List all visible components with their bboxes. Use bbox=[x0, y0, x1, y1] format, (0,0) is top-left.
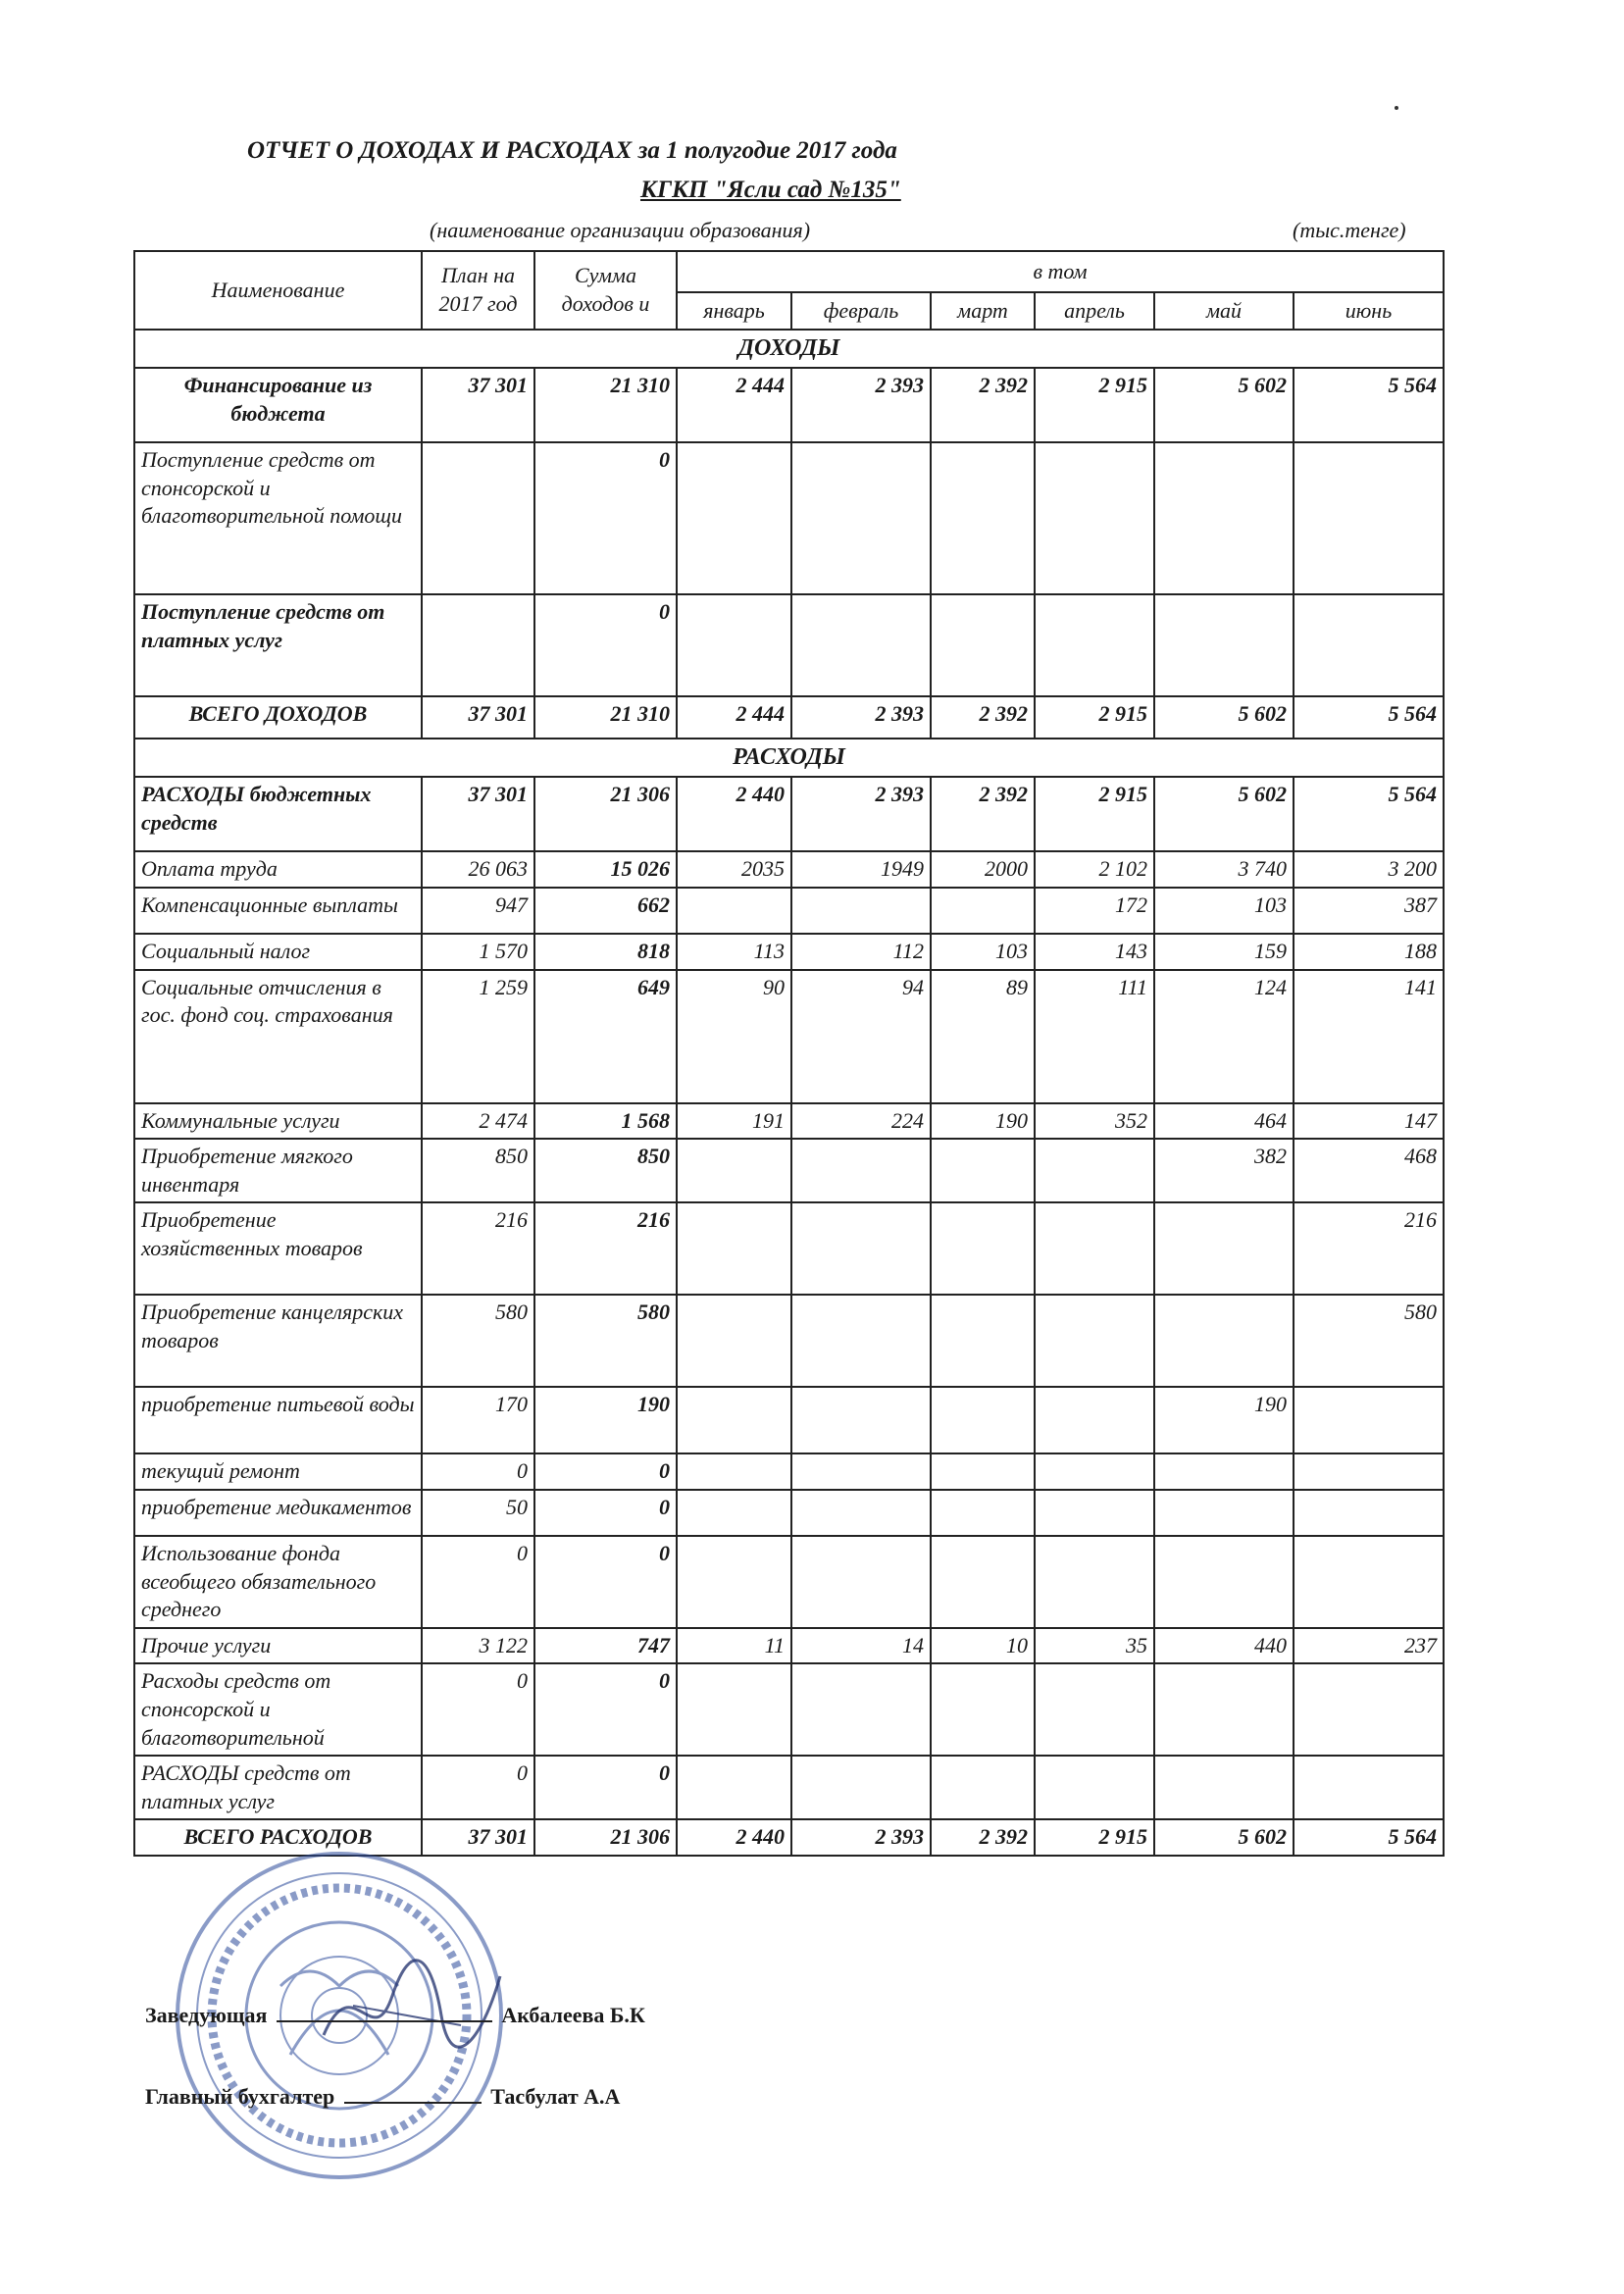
row-sum: 850 bbox=[534, 1139, 677, 1202]
expense-section-header-label: РАСХОДЫ bbox=[134, 739, 1444, 777]
row-sum: 818 bbox=[534, 934, 677, 970]
row-month-value: 2 915 bbox=[1035, 368, 1154, 442]
row-month-value: 111 bbox=[1035, 970, 1154, 1103]
head-signature-line bbox=[145, 2003, 645, 2028]
table-row bbox=[134, 1536, 1444, 1628]
row-month-value: 2035 bbox=[677, 851, 791, 888]
row-sum: 0 bbox=[534, 442, 677, 594]
row-name: Оплата труда bbox=[134, 851, 422, 888]
row-name: РАСХОДЫ средств от платных услуг bbox=[134, 1756, 422, 1819]
table-row bbox=[134, 970, 1444, 1103]
income-section-header bbox=[134, 330, 1444, 368]
row-month-value: 2 444 bbox=[677, 696, 791, 739]
row-plan: 1 259 bbox=[422, 970, 534, 1103]
row-month-value bbox=[677, 1295, 791, 1387]
report-title-period: за 1 полугодие 2017 года bbox=[637, 137, 897, 164]
row-plan: 2 474 bbox=[422, 1103, 534, 1140]
row-month-value bbox=[1154, 1756, 1294, 1819]
row-month-value bbox=[791, 1387, 931, 1453]
row-month-value bbox=[677, 1756, 791, 1819]
row-plan bbox=[422, 594, 534, 696]
row-month-value: 124 bbox=[1154, 970, 1294, 1103]
row-month-value bbox=[791, 1139, 931, 1202]
row-sum: 0 bbox=[534, 1490, 677, 1536]
header-sum: Сумма доходов и bbox=[534, 251, 677, 330]
row-month-value bbox=[677, 594, 791, 696]
row-month-value bbox=[1035, 594, 1154, 696]
row-month-value: 159 bbox=[1154, 934, 1294, 970]
row-plan: 0 bbox=[422, 1663, 534, 1756]
row-plan: 0 bbox=[422, 1453, 534, 1490]
organization-caption: (наименование организации образования) bbox=[430, 218, 811, 242]
units-label: (тыс.тенге) bbox=[1293, 218, 1406, 242]
header-month: январь bbox=[677, 292, 791, 330]
row-month-value: 3 200 bbox=[1294, 851, 1444, 888]
row-month-value: 94 bbox=[791, 970, 931, 1103]
row-sum: 216 bbox=[534, 1202, 677, 1295]
row-month-value: 2 393 bbox=[791, 1819, 931, 1856]
row-name: Социальные отчисления в гос. фонд соц. страхования bbox=[134, 970, 422, 1103]
row-month-value: 188 bbox=[1294, 934, 1444, 970]
row-month-value bbox=[1035, 442, 1154, 594]
row-month-value: 2 440 bbox=[677, 777, 791, 851]
row-month-value: 2 915 bbox=[1035, 696, 1154, 739]
row-month-value: 113 bbox=[677, 934, 791, 970]
row-sum: 190 bbox=[534, 1387, 677, 1453]
row-month-value bbox=[1035, 1453, 1154, 1490]
row-month-value bbox=[1154, 1453, 1294, 1490]
row-month-value: 35 bbox=[1035, 1628, 1154, 1664]
row-month-value: 5 564 bbox=[1294, 696, 1444, 739]
row-month-value: 5 564 bbox=[1294, 777, 1444, 851]
row-month-value bbox=[791, 1536, 931, 1628]
row-month-value: 2 392 bbox=[931, 777, 1035, 851]
table-row bbox=[134, 1202, 1444, 1295]
row-month-value: 387 bbox=[1294, 888, 1444, 934]
row-month-value: 2 393 bbox=[791, 696, 931, 739]
row-month-value bbox=[1154, 442, 1294, 594]
row-month-value bbox=[1154, 1295, 1294, 1387]
row-month-value: 2 392 bbox=[931, 1819, 1035, 1856]
header-month: февраль bbox=[791, 292, 931, 330]
row-month-value bbox=[791, 888, 931, 934]
row-plan bbox=[422, 442, 534, 594]
row-month-value bbox=[1294, 1490, 1444, 1536]
row-month-value bbox=[931, 1139, 1035, 1202]
row-month-value: 2 915 bbox=[1035, 1819, 1154, 1856]
row-month-value bbox=[791, 442, 931, 594]
organization-name: КГКП "Ясли сад №135" bbox=[640, 177, 901, 203]
row-sum: 21 310 bbox=[534, 368, 677, 442]
row-month-value bbox=[677, 1663, 791, 1756]
row-plan: 50 bbox=[422, 1490, 534, 1536]
row-name: Использование фонда всеобщего обязательного среднего bbox=[134, 1536, 422, 1628]
row-month-value: 5 564 bbox=[1294, 1819, 1444, 1856]
row-month-value: 224 bbox=[791, 1103, 931, 1140]
row-month-value bbox=[1154, 594, 1294, 696]
row-plan: 0 bbox=[422, 1756, 534, 1819]
row-month-value: 440 bbox=[1154, 1628, 1294, 1664]
row-sum: 747 bbox=[534, 1628, 677, 1664]
row-name: РАСХОДЫ бюджетных средств bbox=[134, 777, 422, 851]
row-sum: 0 bbox=[534, 594, 677, 696]
table-row bbox=[134, 442, 1444, 594]
row-name: текущий ремонт bbox=[134, 1453, 422, 1490]
income-expense-table bbox=[133, 250, 1445, 1857]
table-row bbox=[134, 1295, 1444, 1387]
row-plan: 947 bbox=[422, 888, 534, 934]
row-plan: 0 bbox=[422, 1536, 534, 1628]
row-month-value: 464 bbox=[1154, 1103, 1294, 1140]
table-row bbox=[134, 1139, 1444, 1202]
row-month-value: 10 bbox=[931, 1628, 1035, 1664]
row-month-value bbox=[1035, 1202, 1154, 1295]
report-title-main: ОТЧЕТ О ДОХОДАХ И РАСХОДАХ bbox=[247, 137, 633, 164]
table-row bbox=[134, 1103, 1444, 1140]
row-month-value bbox=[931, 1295, 1035, 1387]
row-month-value bbox=[1035, 1387, 1154, 1453]
row-month-value: 190 bbox=[1154, 1387, 1294, 1453]
row-month-value bbox=[791, 1295, 931, 1387]
row-month-value: 1949 bbox=[791, 851, 931, 888]
row-month-value: 352 bbox=[1035, 1103, 1154, 1140]
row-month-value bbox=[677, 442, 791, 594]
row-name: ВСЕГО ДОХОДОВ bbox=[134, 696, 422, 739]
row-month-value bbox=[677, 888, 791, 934]
row-month-value: 89 bbox=[931, 970, 1035, 1103]
row-month-value bbox=[931, 594, 1035, 696]
row-month-value bbox=[791, 1663, 931, 1756]
row-month-value bbox=[1035, 1756, 1154, 1819]
row-plan: 850 bbox=[422, 1139, 534, 1202]
signature-blank bbox=[277, 2020, 492, 2022]
row-sum: 0 bbox=[534, 1536, 677, 1628]
row-plan: 216 bbox=[422, 1202, 534, 1295]
table-row bbox=[134, 851, 1444, 888]
row-name: Поступление средств от платных услуг bbox=[134, 594, 422, 696]
row-month-value: 5 602 bbox=[1154, 368, 1294, 442]
row-name: Финансирование из бюджета bbox=[134, 368, 422, 442]
row-month-value: 103 bbox=[1154, 888, 1294, 934]
row-name: приобретение медикаментов bbox=[134, 1490, 422, 1536]
row-name: Приобретение канцелярских товаров bbox=[134, 1295, 422, 1387]
table-row bbox=[134, 1490, 1444, 1536]
row-month-value bbox=[931, 1453, 1035, 1490]
row-month-value bbox=[1035, 1490, 1154, 1536]
table-row bbox=[134, 1756, 1444, 1819]
row-month-value bbox=[1294, 1756, 1444, 1819]
row-month-value bbox=[1294, 1663, 1444, 1756]
report-title bbox=[247, 137, 897, 165]
row-month-value: 190 bbox=[931, 1103, 1035, 1140]
row-month-value: 90 bbox=[677, 970, 791, 1103]
table-body bbox=[134, 330, 1444, 1856]
row-month-value: 580 bbox=[1294, 1295, 1444, 1387]
row-sum: 0 bbox=[534, 1453, 677, 1490]
accountant-title: Главный бухгалтер bbox=[145, 2084, 335, 2109]
row-month-value: 2 392 bbox=[931, 696, 1035, 739]
row-sum: 21 306 bbox=[534, 777, 677, 851]
row-month-value: 2 393 bbox=[791, 368, 931, 442]
row-name: Приобретение мягкого инвентаря bbox=[134, 1139, 422, 1202]
accountant-signature-line bbox=[145, 2084, 620, 2110]
row-month-value: 382 bbox=[1154, 1139, 1294, 1202]
row-month-value bbox=[1035, 1536, 1154, 1628]
row-month-value bbox=[1294, 442, 1444, 594]
row-sum: 662 bbox=[534, 888, 677, 934]
row-sum: 0 bbox=[534, 1663, 677, 1756]
table-row bbox=[134, 594, 1444, 696]
row-name: Поступление средств от спонсорской и благотворительной помощи bbox=[134, 442, 422, 594]
row-month-value: 5 602 bbox=[1154, 777, 1294, 851]
row-name: Коммунальные услуги bbox=[134, 1103, 422, 1140]
table-row bbox=[134, 888, 1444, 934]
row-plan: 37 301 bbox=[422, 696, 534, 739]
row-month-value bbox=[677, 1490, 791, 1536]
row-month-value: 2 393 bbox=[791, 777, 931, 851]
row-sum: 580 bbox=[534, 1295, 677, 1387]
row-month-value: 5 602 bbox=[1154, 696, 1294, 739]
row-month-value bbox=[1035, 1139, 1154, 1202]
header-including: в том bbox=[677, 251, 1444, 292]
row-sum: 15 026 bbox=[534, 851, 677, 888]
row-month-value bbox=[1154, 1663, 1294, 1756]
row-name: приобретение питьевой воды bbox=[134, 1387, 422, 1453]
header-plan: План на 2017 год bbox=[422, 251, 534, 330]
row-month-value bbox=[1154, 1202, 1294, 1295]
row-month-value bbox=[1294, 1536, 1444, 1628]
row-month-value: 2 915 bbox=[1035, 777, 1154, 851]
table-row bbox=[134, 1628, 1444, 1664]
row-month-value bbox=[931, 888, 1035, 934]
row-month-value: 143 bbox=[1035, 934, 1154, 970]
expense-section-header bbox=[134, 739, 1444, 777]
row-name: Компенсационные выплаты bbox=[134, 888, 422, 934]
row-month-value bbox=[931, 1663, 1035, 1756]
row-plan: 170 bbox=[422, 1387, 534, 1453]
table-row bbox=[134, 1387, 1444, 1453]
table-row bbox=[134, 1453, 1444, 1490]
row-month-value bbox=[677, 1453, 791, 1490]
row-month-value: 103 bbox=[931, 934, 1035, 970]
header-month: июнь bbox=[1294, 292, 1444, 330]
row-month-value: 468 bbox=[1294, 1139, 1444, 1202]
table-row bbox=[134, 368, 1444, 442]
row-sum: 649 bbox=[534, 970, 677, 1103]
row-month-value: 172 bbox=[1035, 888, 1154, 934]
row-plan: 3 122 bbox=[422, 1628, 534, 1664]
row-month-value: 2 102 bbox=[1035, 851, 1154, 888]
row-month-value bbox=[677, 1387, 791, 1453]
row-month-value bbox=[1294, 1387, 1444, 1453]
row-month-value bbox=[931, 442, 1035, 594]
head-name: Акбалеева Б.К bbox=[501, 2003, 645, 2027]
row-month-value: 2000 bbox=[931, 851, 1035, 888]
row-month-value bbox=[931, 1387, 1035, 1453]
row-month-value bbox=[931, 1756, 1035, 1819]
header-month: апрель bbox=[1035, 292, 1154, 330]
row-month-value: 216 bbox=[1294, 1202, 1444, 1295]
table-row bbox=[134, 777, 1444, 851]
row-month-value: 14 bbox=[791, 1628, 931, 1664]
table-row bbox=[134, 1663, 1444, 1756]
row-name: ВСЕГО РАСХОДОВ bbox=[134, 1819, 422, 1856]
row-month-value bbox=[677, 1536, 791, 1628]
row-month-value: 2 440 bbox=[677, 1819, 791, 1856]
row-plan: 26 063 bbox=[422, 851, 534, 888]
row-month-value: 11 bbox=[677, 1628, 791, 1664]
header-month: март bbox=[931, 292, 1035, 330]
header-name: Наименование bbox=[134, 251, 422, 330]
row-month-value bbox=[791, 594, 931, 696]
row-month-value: 141 bbox=[1294, 970, 1444, 1103]
row-month-value: 2 392 bbox=[931, 368, 1035, 442]
row-plan: 580 bbox=[422, 1295, 534, 1387]
row-month-value bbox=[1294, 594, 1444, 696]
row-month-value bbox=[1154, 1536, 1294, 1628]
row-month-value: 112 bbox=[791, 934, 931, 970]
row-sum: 21 310 bbox=[534, 696, 677, 739]
row-name: Приобретение хозяйственных товаров bbox=[134, 1202, 422, 1295]
row-month-value bbox=[931, 1490, 1035, 1536]
scan-speck bbox=[1395, 106, 1398, 110]
row-month-value: 191 bbox=[677, 1103, 791, 1140]
row-month-value bbox=[791, 1756, 931, 1819]
row-month-value: 5 564 bbox=[1294, 368, 1444, 442]
row-month-value bbox=[677, 1139, 791, 1202]
row-name: Социальный налог bbox=[134, 934, 422, 970]
row-plan: 37 301 bbox=[422, 777, 534, 851]
row-sum: 21 306 bbox=[534, 1819, 677, 1856]
row-month-value: 5 602 bbox=[1154, 1819, 1294, 1856]
row-name: Прочие услуги bbox=[134, 1628, 422, 1664]
row-month-value bbox=[791, 1202, 931, 1295]
head-title: Заведующая bbox=[145, 2003, 268, 2027]
row-month-value bbox=[677, 1202, 791, 1295]
row-plan: 37 301 bbox=[422, 1819, 534, 1856]
row-name: Расходы средств от спонсорской и благотворительной bbox=[134, 1663, 422, 1756]
row-month-value: 237 bbox=[1294, 1628, 1444, 1664]
row-sum: 0 bbox=[534, 1756, 677, 1819]
signature-blank bbox=[344, 2102, 482, 2104]
table-row bbox=[134, 934, 1444, 970]
row-month-value bbox=[931, 1536, 1035, 1628]
row-month-value bbox=[791, 1453, 931, 1490]
income-section-header-label: ДОХОДЫ bbox=[134, 330, 1444, 368]
row-month-value bbox=[1035, 1663, 1154, 1756]
row-month-value bbox=[1294, 1453, 1444, 1490]
table-row bbox=[134, 696, 1444, 739]
row-month-value bbox=[931, 1202, 1035, 1295]
row-month-value bbox=[1154, 1490, 1294, 1536]
row-plan: 1 570 bbox=[422, 934, 534, 970]
header-month: май bbox=[1154, 292, 1294, 330]
row-month-value: 3 740 bbox=[1154, 851, 1294, 888]
row-sum: 1 568 bbox=[534, 1103, 677, 1140]
row-month-value: 2 444 bbox=[677, 368, 791, 442]
row-month-value: 147 bbox=[1294, 1103, 1444, 1140]
row-month-value bbox=[1035, 1295, 1154, 1387]
accountant-name: Тасбулат А.А bbox=[490, 2084, 621, 2109]
row-plan: 37 301 bbox=[422, 368, 534, 442]
row-month-value bbox=[791, 1490, 931, 1536]
